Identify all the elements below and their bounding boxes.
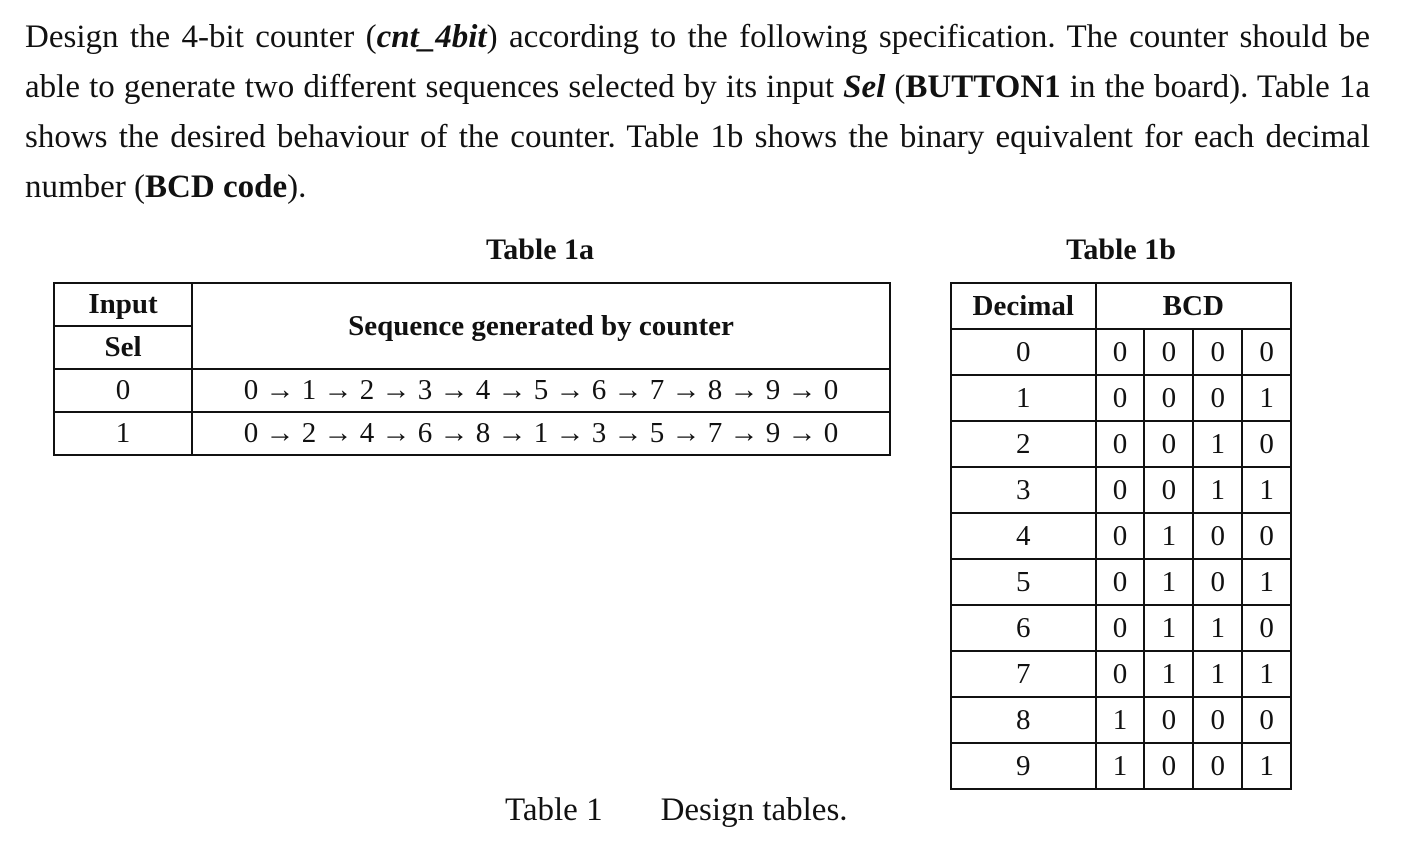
sel-cell: 0 — [54, 369, 192, 412]
intro-text: Design the 4-bit counter ( — [25, 19, 377, 55]
table-row — [951, 651, 1291, 697]
table-caption — [505, 792, 848, 829]
decimal-cell: 2 — [951, 421, 1096, 467]
table-row — [951, 605, 1291, 651]
bcd-term: BCD code — [145, 169, 288, 205]
sequence-cell: 0 → 2 → 4 → 6 → 8 → 1 → 3 → 5 → 7 → 9 → 0 — [192, 412, 890, 455]
intro-text: in the board). Table 1a shows the desired behaviour of the counter. Table 1b shows the binary equivalent for each decimal number ( — [25, 69, 1370, 205]
bcd-bit-cell: 1 — [1144, 651, 1193, 697]
bcd-bit-cell: 1 — [1096, 743, 1145, 789]
intro-paragraph — [25, 12, 1370, 212]
bcd-bit-cell: 0 — [1242, 513, 1291, 559]
bcd-bit-cell: 0 — [1144, 375, 1193, 421]
header-input: Input — [54, 283, 192, 326]
bcd-bit-cell: 1 — [1242, 743, 1291, 789]
sequence-cell: 0 → 1 → 2 → 3 → 4 → 5 → 6 → 7 → 8 → 9 → 0 — [192, 369, 890, 412]
bcd-bit-cell: 0 — [1242, 697, 1291, 743]
table-row — [54, 412, 890, 455]
bcd-bit-cell: 1 — [1193, 605, 1242, 651]
table-row — [951, 467, 1291, 513]
bcd-bit-cell: 1 — [1242, 651, 1291, 697]
bcd-bit-cell: 0 — [1096, 421, 1145, 467]
decimal-cell: 5 — [951, 559, 1096, 605]
bcd-bit-cell: 1 — [1193, 467, 1242, 513]
intro-text: ( — [885, 69, 906, 105]
decimal-cell: 1 — [951, 375, 1096, 421]
decimal-cell: 9 — [951, 743, 1096, 789]
decimal-cell: 4 — [951, 513, 1096, 559]
bcd-bit-cell: 0 — [1193, 375, 1242, 421]
table-row — [54, 369, 890, 412]
bcd-bit-cell: 0 — [1144, 467, 1193, 513]
bcd-bit-cell: 0 — [1193, 513, 1242, 559]
bcd-bit-cell: 1 — [1242, 467, 1291, 513]
intro-text: ) according to the following specification. The counter should be able to generate two different sequences selected by its input — [25, 19, 1370, 105]
intro-text: ). — [287, 169, 307, 205]
bcd-bit-cell: 0 — [1096, 375, 1145, 421]
decimal-cell: 0 — [951, 329, 1096, 375]
bcd-bit-cell: 0 — [1096, 605, 1145, 651]
bcd-bit-cell: 1 — [1144, 605, 1193, 651]
bcd-bit-cell: 0 — [1242, 605, 1291, 651]
bcd-bit-cell: 0 — [1096, 513, 1145, 559]
decimal-cell: 8 — [951, 697, 1096, 743]
decimal-cell: 7 — [951, 651, 1096, 697]
caption-text: Design tables. — [660, 792, 848, 828]
header-sequence: Sequence generated by counter — [192, 283, 890, 369]
bcd-bit-cell: 0 — [1144, 329, 1193, 375]
table-row — [951, 559, 1291, 605]
bcd-bit-cell: 0 — [1144, 743, 1193, 789]
bcd-bit-cell: 0 — [1193, 329, 1242, 375]
table-row — [951, 743, 1291, 789]
table-row — [951, 697, 1291, 743]
table-1a — [53, 282, 891, 456]
table-1b-body — [951, 329, 1291, 789]
caption-label: Table 1 — [505, 792, 603, 828]
table-row — [951, 513, 1291, 559]
bcd-bit-cell: 1 — [1193, 421, 1242, 467]
bcd-bit-cell: 1 — [1242, 375, 1291, 421]
bcd-bit-cell: 0 — [1096, 651, 1145, 697]
sel-cell: 1 — [54, 412, 192, 455]
input-name: Sel — [843, 69, 886, 105]
table-row — [951, 375, 1291, 421]
bcd-bit-cell: 0 — [1242, 421, 1291, 467]
header-decimal: Decimal — [951, 283, 1096, 329]
bcd-bit-cell: 0 — [1096, 467, 1145, 513]
bcd-bit-cell: 0 — [1242, 329, 1291, 375]
bcd-bit-cell: 0 — [1144, 697, 1193, 743]
module-name: cnt_4bit — [376, 19, 487, 55]
table-1a-title: Table 1a — [485, 233, 595, 266]
header-sel: Sel — [54, 326, 192, 369]
bcd-bit-cell: 0 — [1193, 697, 1242, 743]
bcd-bit-cell: 1 — [1144, 513, 1193, 559]
table-1b-title: Table 1b — [1066, 233, 1176, 266]
header-bcd: BCD — [1096, 283, 1291, 329]
bcd-bit-cell: 0 — [1096, 559, 1145, 605]
table-1b — [950, 282, 1292, 790]
bcd-bit-cell: 1 — [1096, 697, 1145, 743]
bcd-bit-cell: 0 — [1193, 559, 1242, 605]
decimal-cell: 3 — [951, 467, 1096, 513]
bcd-bit-cell: 1 — [1193, 651, 1242, 697]
bcd-bit-cell: 0 — [1144, 421, 1193, 467]
decimal-cell: 6 — [951, 605, 1096, 651]
button-name: BUTTON1 — [905, 69, 1061, 105]
table-row — [951, 329, 1291, 375]
bcd-bit-cell: 0 — [1096, 329, 1145, 375]
bcd-bit-cell: 1 — [1242, 559, 1291, 605]
table-row — [951, 421, 1291, 467]
bcd-bit-cell: 1 — [1144, 559, 1193, 605]
bcd-bit-cell: 0 — [1193, 743, 1242, 789]
